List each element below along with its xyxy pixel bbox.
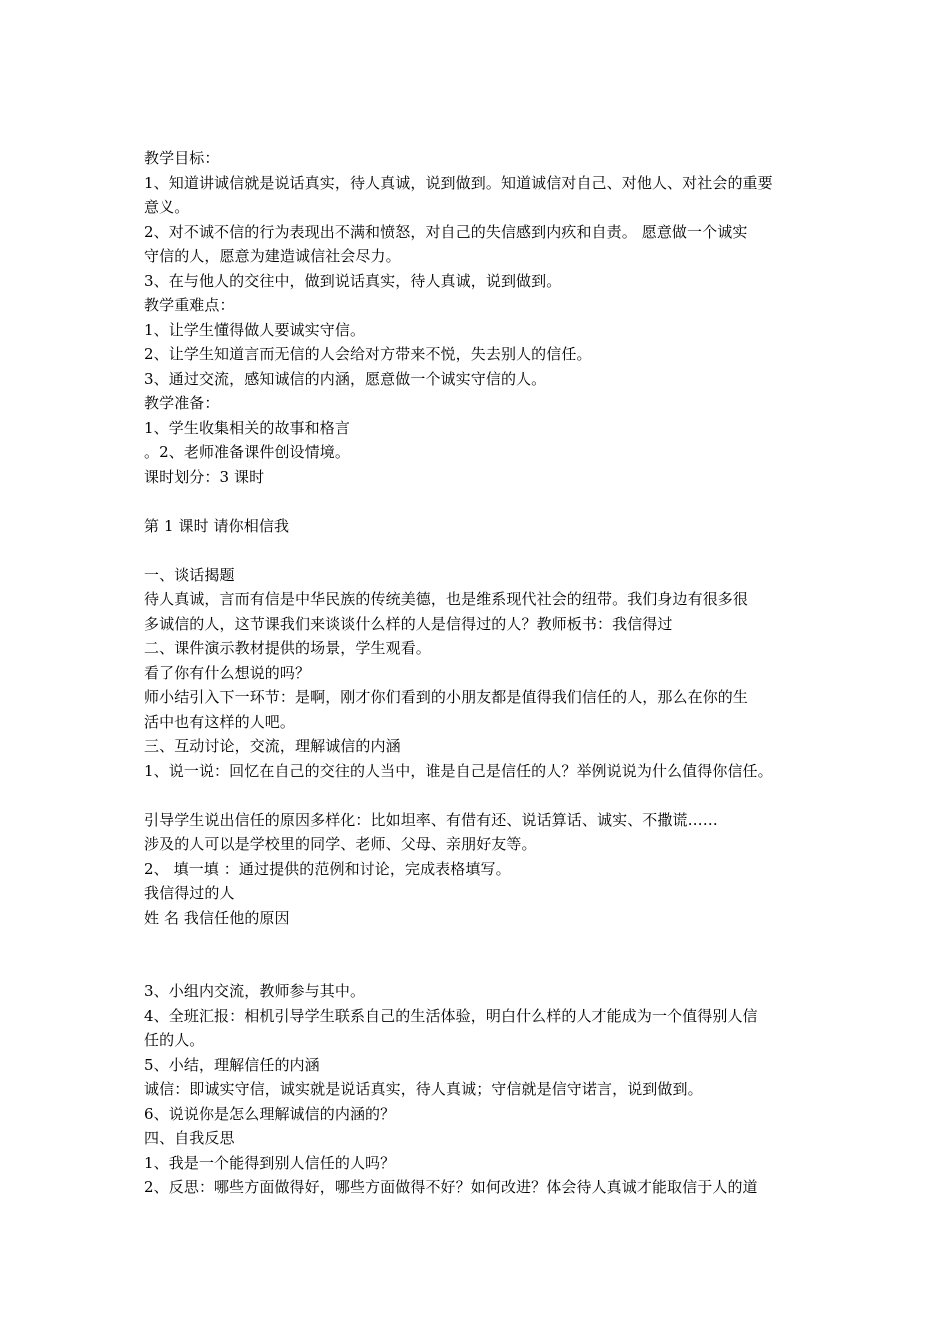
text-line: 3、在与他人的交往中，做到说话真实，待人真诚，说到做到。 [144,271,562,290]
text-line: 5、小结，理解信任的内涵 [144,1055,320,1074]
text-line: 3、小组内交流，教师参与其中。 [144,982,366,1000]
text-line: 教学目标： [144,149,220,167]
text-line: 教学准备： [144,394,220,412]
text-line: 诚信：即诚实守信，诚实就是说话真实，待人真诚；守信就是信守诺言，说到做到。 [144,1080,703,1098]
text-line: 1、学生收集相关的故事和格言 [144,418,350,437]
text-line: 涉及的人可以是学校里的同学、老师、父母、亲朋好友等。 [144,835,537,853]
blank-line [144,955,834,980]
blank-line [144,538,834,563]
text-line: 师小结引入下一环节：是啊，刚才你们看到的小朋友都是值得我们信任的人，那么在你的生 [144,688,749,706]
text-line: 活中也有这样的人吧。 [144,712,296,731]
text-line: 1、我是一个能得到别人信任的人吗？ [144,1153,396,1172]
text-line: 任的人。 [144,1031,205,1049]
section-heading: 四、自我反思 [144,1129,235,1147]
section-heading: 一、谈话揭题 [144,565,235,584]
blank-line [144,489,834,514]
text-line: 待人真诚，言而有信是中华民族的传统美德，也是维系现代社会的纽带。我们身边有很多很 [144,590,749,608]
text-line: 2、让学生知道言而无信的人会给对方带来不悦，失去别人的信任。 [144,345,592,363]
text-line: 4、全班汇报：相机引导学生联系自己的生活体验，明白什么样的人才能成为一个值得别人信 [144,1006,758,1025]
text-line: 教学重难点： [144,296,235,314]
text-line: 守信的人，愿意为建造诚信社会尽力。 [144,247,401,265]
text-line: 。2、老师准备课件创设情境。 [144,443,350,461]
text-line: 1、知道讲诚信就是说话真实，待人真诚，说到做到。知道诚信对自己、对他人、对社会的重要 [144,173,773,192]
text-line: 意义。 [144,198,190,216]
text-line: 1、说一说：回忆在自己的交往的人当中，谁是自己是信任的人？举例说说为什么值得你信任。 [144,761,773,780]
text-line: 6、说说你是怎么理解诚信的内涵的？ [144,1104,396,1123]
text-line: 2、 填一填 ：通过提供的范例和讨论，完成表格填写。 [144,859,511,878]
text-line: 课时划分：3 课时 [144,467,265,486]
section-heading: 三、互动讨论，交流，理解诚信的内涵 [144,737,401,755]
blank-line [144,930,834,955]
text-line: 多诚信的人，这节课我们来谈谈什么样的人是信得过的人？教师板书：我信得过 [144,614,673,633]
text-line: 引导学生说出信任的原因多样化：比如坦率、有借有还、说话算话、诚实、不撒谎…… [144,810,718,829]
table-title: 我信得过的人 [144,884,235,902]
blank-line [144,783,834,808]
document-body [144,146,834,1200]
section-heading: 二、课件演示教材提供的场景，学生观看。 [144,639,431,657]
table-header: 姓 名 我信任他的原因 [144,908,290,927]
text-line: 2、对不诚不信的行为表现出不满和愤怒，对自己的失信感到内疚和自责。 愿意做一个诚实 [144,222,748,241]
text-line: 3、通过交流，感知诚信的内涵，愿意做一个诚实守信的人。 [144,369,547,388]
lesson-title: 第 1 课时 请你相信我 [144,516,290,535]
text-line: 1、让学生懂得做人要诚实守信。 [144,320,366,339]
text-line: 看了你有什么想说的吗？ [144,663,311,682]
text-line: 2、反思：哪些方面做得好，哪些方面做得不好？如何改进？体会待人真诚才能取信于人的道 [144,1178,758,1196]
